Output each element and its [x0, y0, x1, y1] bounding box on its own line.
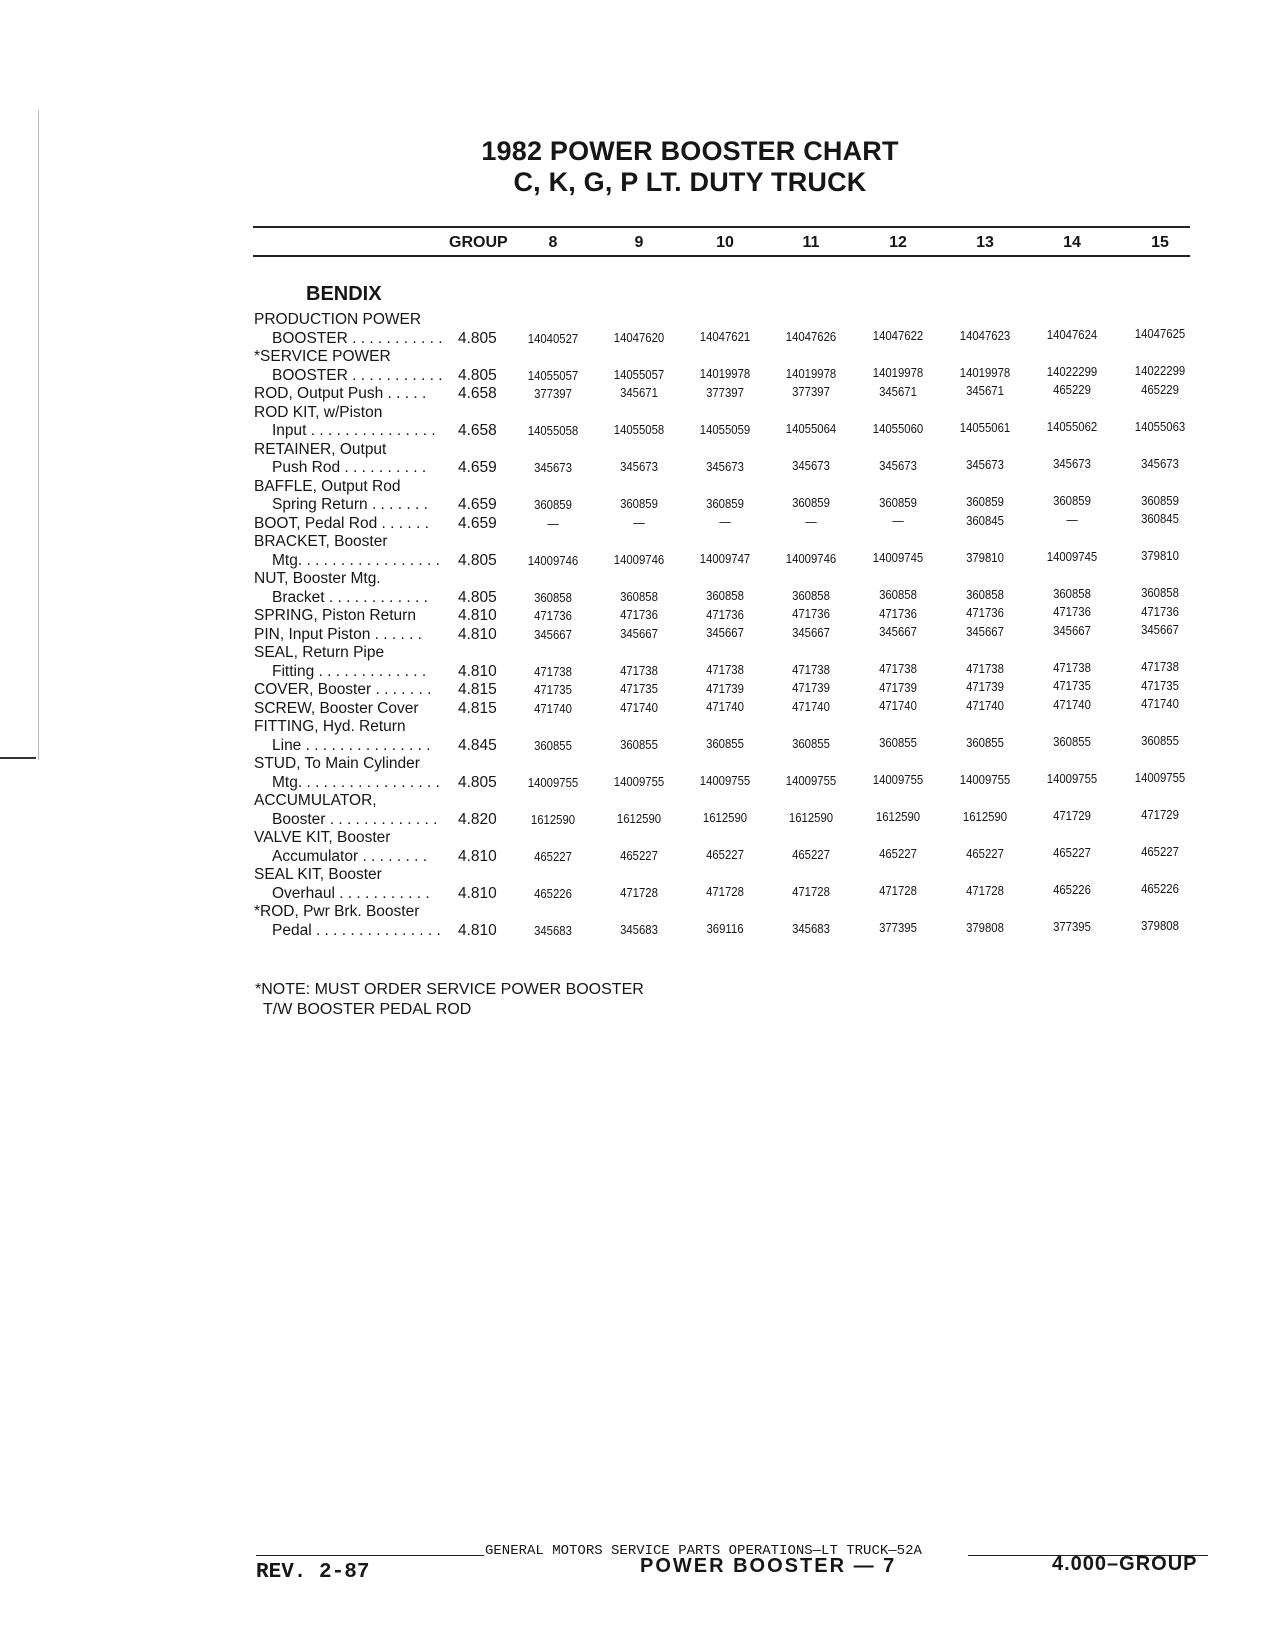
row-15-part-7: 14009755	[1134, 770, 1186, 786]
row-14-part-6: 360855	[1053, 733, 1091, 749]
row-0-part-4: 14047622	[872, 328, 924, 344]
row-6-part-2: —	[719, 514, 731, 530]
row-0-part-2: 14047621	[699, 329, 751, 345]
row-17-part-0: 465227	[534, 848, 572, 864]
row-3-part-6: 14055062	[1046, 419, 1098, 435]
row-10-part-3: 345667	[792, 624, 830, 640]
row-7-part-6: 14009745	[1046, 548, 1098, 564]
order-note	[255, 980, 644, 1020]
row-6-part-5: 360845	[966, 512, 1004, 528]
row-13-part-7: 471740	[1141, 696, 1179, 712]
row-1-part-5: 14019978	[959, 364, 1011, 380]
row-13-part-1: 471740	[620, 699, 658, 715]
row-9-part-1: 471736	[620, 607, 658, 623]
row-17-part-6: 465227	[1053, 844, 1091, 860]
row-1-part-4: 14019978	[872, 365, 924, 381]
row-14-part-4: 360855	[879, 735, 917, 751]
row-10-part-2: 345667	[706, 625, 744, 641]
row-1-description-line-0: *SERVICE POWER	[254, 348, 391, 365]
row-3-part-4: 14055060	[872, 420, 924, 436]
footer-publisher: GENERAL MOTORS SERVICE PARTS OPERATIONS—LT TRUCK—52A	[485, 1543, 922, 1559]
row-1-part-0: 14055057	[527, 367, 579, 383]
row-8-part-2: 360858	[706, 588, 744, 604]
row-17-part-1: 465227	[620, 847, 658, 863]
row-1-part-7: 14022299	[1134, 363, 1186, 379]
row-2-part-5: 345671	[966, 383, 1004, 398]
row-9-part-0: 471736	[534, 608, 572, 623]
row-10-part-5: 345667	[966, 623, 1004, 639]
row-9-part-6: 471736	[1053, 604, 1091, 620]
row-4-part-5: 345673	[966, 457, 1004, 472]
row-14-description-line-0: FITTING, Hyd. Return	[254, 718, 406, 735]
row-0-group: 4.805	[458, 329, 497, 347]
title-line-2: C, K, G, P LT. DUTY TRUCK	[513, 167, 867, 197]
row-17-part-4: 465227	[879, 846, 917, 862]
row-13-part-2: 471740	[706, 699, 744, 715]
row-16-part-5: 1612590	[962, 808, 1008, 824]
row-5-description-line-1: Spring Return . . . . . . .	[272, 496, 428, 513]
row-8-part-4: 360858	[879, 587, 917, 603]
row-0-description-line-1: BOOSTER . . . . . . . . . . .	[272, 329, 443, 347]
row-17-part-7: 465227	[1141, 844, 1179, 860]
binding-mark	[0, 757, 36, 759]
row-9-part-5: 471736	[966, 605, 1004, 620]
row-0-part-0: 14040527	[527, 330, 579, 346]
row-1-part-2: 14019978	[699, 366, 751, 382]
row-2-part-7: 465229	[1141, 381, 1179, 397]
row-12-part-1: 471735	[620, 681, 658, 697]
row-18-description-line-1: Overhaul . . . . . . . . . . .	[272, 884, 430, 902]
row-13-part-4: 471740	[879, 698, 917, 714]
row-9-part-4: 471736	[879, 605, 917, 621]
row-16-description-line-0: ACCUMULATOR,	[254, 792, 377, 809]
row-2-description-line-0: ROD, Output Push . . . . .	[254, 385, 427, 402]
row-16-part-6: 471729	[1053, 807, 1091, 823]
row-7-part-7: 379810	[1141, 548, 1179, 564]
row-8-description-line-0: NUT, Booster Mtg.	[254, 570, 381, 587]
row-10-group: 4.810	[458, 625, 497, 643]
row-12-part-7: 471735	[1141, 677, 1179, 693]
row-5-part-6: 360859	[1053, 493, 1091, 509]
row-13-description-line-0: SCREW, Booster Cover	[254, 699, 419, 717]
row-15-group: 4.805	[458, 773, 497, 791]
row-8-part-5: 360858	[966, 586, 1004, 602]
row-7-part-3: 14009746	[785, 550, 837, 566]
row-5-part-2: 360859	[706, 495, 744, 511]
row-11-part-3: 471738	[792, 661, 830, 677]
row-18-group: 4.810	[458, 884, 497, 902]
row-14-part-2: 360855	[706, 736, 744, 752]
row-15-part-5: 14009755	[959, 771, 1011, 787]
row-19-description-line-0: *ROD, Pwr Brk. Booster	[254, 903, 420, 920]
row-4-description-line-1: Push Rod . . . . . . . . . .	[272, 459, 427, 476]
row-3-part-5: 14055061	[959, 420, 1011, 435]
row-11-part-5: 471738	[966, 660, 1004, 676]
row-16-part-3: 1612590	[788, 809, 834, 825]
row-17-part-2: 465227	[706, 847, 744, 863]
row-10-part-7: 345667	[1141, 622, 1179, 638]
row-0-part-7: 14047625	[1134, 326, 1186, 342]
row-7-part-1: 14009746	[613, 551, 665, 567]
row-0-part-3: 14047626	[785, 328, 837, 344]
column-header-5: 13	[976, 234, 994, 251]
column-header-7: 15	[1151, 234, 1169, 251]
row-12-group: 4.815	[458, 681, 497, 698]
row-3-description-line-0: ROD KIT, w/Piston	[254, 403, 383, 421]
row-9-part-7: 471736	[1141, 603, 1179, 619]
row-3-part-2: 14055059	[699, 421, 751, 437]
row-11-description-line-0: SEAL, Return Pipe	[254, 644, 385, 661]
row-4-part-6: 345673	[1053, 456, 1091, 472]
row-6-part-7: 360845	[1141, 511, 1179, 527]
row-2-part-1: 345671	[620, 385, 658, 401]
row-19-part-2: 369116	[706, 921, 744, 937]
row-16-description-line-1: Booster . . . . . . . . . . . . .	[272, 810, 438, 828]
row-11-part-0: 471738	[534, 663, 572, 679]
row-9-part-2: 471736	[706, 606, 744, 622]
footer-rule-left	[256, 1555, 484, 1556]
row-17-part-5: 465227	[966, 845, 1004, 861]
title-line-1: 1982 POWER BOOSTER CHART	[481, 136, 899, 166]
row-15-part-2: 14009755	[699, 773, 751, 789]
row-4-part-1: 345673	[620, 459, 658, 475]
row-2-part-4: 345671	[879, 383, 917, 399]
row-3-part-0: 14055058	[527, 423, 579, 438]
revision-label: REV. 2-87	[256, 1561, 370, 1584]
row-18-part-3: 471728	[792, 883, 830, 899]
row-4-part-3: 345673	[792, 458, 830, 474]
row-18-part-7: 465226	[1141, 881, 1179, 897]
row-19-group: 4.810	[458, 921, 497, 939]
row-18-part-0: 465226	[534, 885, 572, 901]
row-18-part-1: 471728	[620, 884, 658, 900]
row-2-group: 4.658	[458, 385, 497, 402]
group-column-header: GROUP	[449, 234, 508, 251]
row-11-part-2: 471738	[706, 662, 744, 678]
group-number: 4.000–GROUP	[1052, 1553, 1198, 1575]
row-12-part-5: 471739	[966, 679, 1004, 694]
header-rule-top	[253, 226, 1190, 228]
row-6-part-6: —	[1066, 511, 1078, 527]
row-16-part-1: 1612590	[616, 810, 662, 826]
row-19-description-line-1: Pedal . . . . . . . . . . . . . . .	[272, 921, 441, 939]
row-3-group: 4.658	[458, 422, 497, 439]
row-1-part-1: 14055057	[613, 366, 665, 382]
row-18-description-line-0: SEAL KIT, Booster	[254, 866, 382, 883]
column-header-1: 9	[634, 234, 644, 251]
row-15-part-3: 14009755	[785, 772, 837, 788]
row-11-part-1: 471738	[620, 662, 658, 678]
row-1-part-3: 14019978	[785, 365, 837, 381]
row-4-description-line-0: RETAINER, Output	[254, 440, 387, 458]
row-17-description-line-1: Accumulator . . . . . . . .	[272, 847, 428, 865]
row-5-part-7: 360859	[1141, 492, 1179, 508]
row-7-description-line-0: BRACKET, Booster	[254, 533, 388, 550]
row-8-part-6: 360858	[1053, 585, 1091, 601]
row-10-part-4: 345667	[879, 624, 917, 640]
note-line-2: T/W BOOSTER PEDAL ROD	[263, 1001, 472, 1018]
row-15-part-4: 14009755	[872, 772, 924, 788]
row-7-part-0: 14009746	[527, 552, 579, 568]
row-7-group: 4.805	[458, 551, 497, 569]
row-18-part-5: 471728	[966, 882, 1004, 898]
note-line-1: *NOTE: MUST ORDER SERVICE POWER BOOSTER	[255, 981, 644, 998]
column-header-0: 8	[548, 234, 558, 251]
row-19-part-1: 345683	[620, 921, 658, 937]
row-2-part-3: 377397	[792, 384, 830, 400]
row-4-part-2: 345673	[706, 458, 744, 474]
row-1-group: 4.805	[458, 366, 497, 384]
row-3-part-3: 14055064	[785, 421, 837, 437]
page-number: POWER BOOSTER — 7	[640, 1555, 897, 1577]
column-header-3: 11	[802, 234, 820, 251]
row-5-part-1: 360859	[620, 496, 658, 512]
row-6-part-3: —	[805, 513, 817, 529]
row-9-group: 4.810	[458, 607, 497, 624]
row-15-part-0: 14009755	[527, 774, 579, 790]
row-9-description-line-0: SPRING, Piston Return	[254, 607, 416, 624]
row-4-group: 4.659	[458, 459, 497, 476]
row-11-part-4: 471738	[879, 661, 917, 677]
row-14-part-1: 360855	[620, 736, 658, 752]
row-7-description-line-1: Mtg. . . . . . . . . . . . . . . . .	[272, 551, 440, 569]
row-12-part-2: 471739	[706, 680, 744, 696]
row-11-description-line-1: Fitting . . . . . . . . . . . . .	[272, 662, 427, 680]
row-11-part-6: 471738	[1053, 659, 1091, 675]
section-label: BENDIX	[306, 283, 382, 305]
row-10-part-1: 345667	[620, 625, 658, 641]
row-13-part-6: 471740	[1053, 696, 1091, 712]
row-11-group: 4.810	[458, 662, 497, 680]
row-16-group: 4.820	[458, 810, 497, 828]
row-19-part-0: 345683	[534, 922, 572, 938]
row-0-part-5: 14047623	[959, 327, 1011, 343]
row-17-part-3: 465227	[792, 846, 830, 862]
row-8-description-line-1: Bracket . . . . . . . . . . . .	[272, 588, 428, 606]
row-14-part-0: 360855	[534, 737, 572, 753]
row-14-group: 4.845	[458, 736, 497, 754]
page-title	[430, 136, 950, 198]
row-6-part-4: —	[892, 513, 904, 529]
row-14-description-line-1: Line . . . . . . . . . . . . . . .	[272, 736, 431, 754]
row-4-part-0: 345673	[534, 460, 572, 475]
row-18-part-6: 465226	[1053, 881, 1091, 897]
row-19-part-7: 379808	[1141, 918, 1179, 934]
row-14-part-3: 360855	[792, 735, 830, 751]
row-14-part-7: 360855	[1141, 733, 1179, 749]
row-19-part-5: 379808	[966, 919, 1004, 935]
row-13-part-5: 471740	[966, 697, 1004, 713]
row-10-part-6: 345667	[1053, 622, 1091, 638]
row-18-part-4: 471728	[879, 883, 917, 899]
row-4-part-4: 345673	[879, 457, 917, 473]
row-13-part-0: 471740	[534, 700, 572, 716]
header-rule-bottom	[253, 255, 1190, 257]
row-18-part-2: 471728	[706, 884, 744, 900]
row-13-part-3: 471740	[792, 698, 830, 714]
row-19-part-3: 345683	[792, 920, 830, 936]
row-12-part-6: 471735	[1053, 678, 1091, 694]
row-3-part-7: 14055063	[1134, 418, 1186, 434]
row-5-description-line-0: BAFFLE, Output Rod	[254, 477, 401, 495]
row-19-part-4: 377395	[879, 920, 917, 936]
row-2-part-0: 377397	[534, 386, 572, 401]
row-8-part-0: 360858	[534, 589, 572, 605]
row-6-description-line-0: BOOT, Pedal Rod . . . . . .	[254, 514, 429, 532]
row-12-part-3: 471739	[792, 680, 830, 696]
row-7-part-2: 14009747	[699, 551, 751, 567]
row-4-part-7: 345673	[1141, 455, 1179, 471]
row-8-part-1: 360858	[620, 588, 658, 604]
row-2-part-6: 465229	[1053, 382, 1091, 398]
row-12-description-line-0: COVER, Booster . . . . . . .	[254, 681, 432, 698]
row-14-part-5: 360855	[966, 734, 1004, 750]
row-16-part-7: 471729	[1141, 807, 1179, 823]
row-15-part-1: 14009755	[613, 773, 665, 789]
row-10-description-line-0: PIN, Input Piston . . . . . .	[254, 625, 422, 643]
row-15-part-6: 14009755	[1046, 770, 1098, 786]
row-11-part-7: 471738	[1141, 659, 1179, 675]
row-17-group: 4.810	[458, 847, 497, 865]
binding-mark	[38, 110, 39, 760]
row-0-part-1: 14047620	[613, 329, 665, 345]
row-13-group: 4.815	[458, 699, 497, 717]
row-3-part-1: 14055058	[613, 422, 665, 438]
column-header-6: 14	[1063, 234, 1081, 251]
column-header-4: 12	[889, 234, 907, 251]
row-6-part-0: —	[547, 515, 559, 531]
row-2-part-2: 377397	[706, 384, 744, 400]
row-15-description-line-1: Mtg. . . . . . . . . . . . . . . . .	[272, 773, 440, 791]
row-6-part-1: —	[633, 514, 645, 530]
row-1-description-line-1: BOOSTER . . . . . . . . . . .	[272, 366, 443, 384]
row-7-part-4: 14009745	[872, 550, 924, 566]
row-3-description-line-1: Input . . . . . . . . . . . . . . .	[272, 422, 436, 439]
row-19-part-6: 377395	[1053, 918, 1091, 934]
column-header-2: 10	[716, 234, 734, 251]
row-5-part-0: 360859	[534, 497, 572, 512]
row-6-group: 4.659	[458, 514, 497, 532]
row-9-part-3: 471736	[792, 606, 830, 622]
row-16-part-0: 1612590	[530, 811, 576, 827]
row-8-group: 4.805	[458, 588, 497, 606]
row-5-part-5: 360859	[966, 494, 1004, 509]
row-1-part-6: 14022299	[1046, 363, 1098, 379]
row-5-part-4: 360859	[879, 494, 917, 510]
row-0-part-6: 14047624	[1046, 326, 1098, 342]
row-5-group: 4.659	[458, 496, 497, 513]
row-15-description-line-0: STUD, To Main Cylinder	[254, 755, 420, 772]
row-16-part-4: 1612590	[875, 809, 921, 825]
row-7-part-5: 379810	[966, 549, 1004, 565]
row-8-part-3: 360858	[792, 587, 830, 603]
row-12-part-4: 471739	[879, 679, 917, 695]
row-12-part-0: 471735	[534, 682, 572, 697]
row-0-description-line-0: PRODUCTION POWER	[254, 311, 422, 328]
row-8-part-7: 360858	[1141, 585, 1179, 601]
row-17-description-line-0: VALVE KIT, Booster	[254, 829, 391, 846]
row-16-part-2: 1612590	[702, 810, 748, 826]
row-5-part-3: 360859	[792, 495, 830, 511]
row-10-part-0: 345667	[534, 626, 572, 642]
